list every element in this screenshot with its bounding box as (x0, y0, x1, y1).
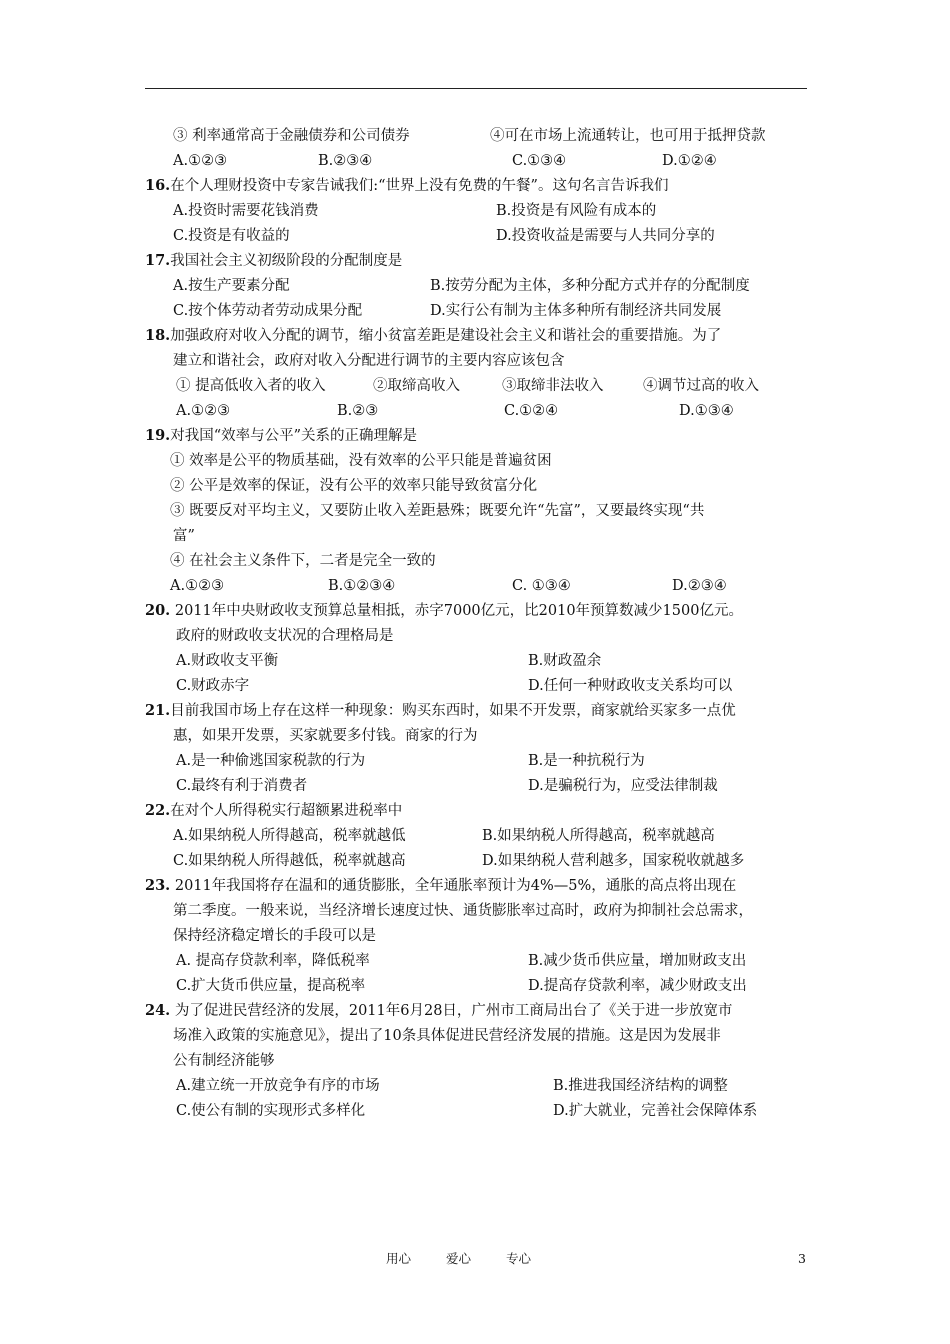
q21-stem-line2: 惠，如果开发票，买家就要多付钱。商家的行为 (173, 728, 478, 744)
q19-option-c: C. ①③④ (512, 578, 571, 594)
header-rule (145, 88, 807, 89)
q18-stem-text: 加强政府对收入分配的调节，缩小贫富差距是建设社会主义和谐社会的重要措施。为了 (170, 328, 722, 344)
q23-number: 23. (145, 877, 171, 894)
q18-option-a: A.①②③ (176, 403, 231, 419)
q24-option-b: B.推进我国经济结构的调整 (553, 1078, 728, 1094)
q20-stem-line1 (145, 601, 743, 621)
q16-option-d: D.投资收益是需要与人共同分享的 (496, 228, 715, 244)
q23-stem-line1 (145, 876, 736, 896)
q17-option-c: C.按个体劳动者劳动成果分配 (173, 303, 363, 319)
q21-number: 21. (145, 702, 171, 719)
q24-stem-line1 (145, 1001, 732, 1021)
q17-option-b: B.按劳分配为主体，多种分配方式并存的分配制度 (430, 278, 750, 294)
q24-option-d: D.扩大就业，完善社会保障体系 (553, 1103, 758, 1119)
q18-stem-line2: 建立和谐社会，政府对收入分配进行调节的主要内容应该包含 (173, 353, 565, 369)
q20-option-d: D.任何一种财政收支关系均可以 (528, 678, 733, 694)
q18-statement-1: ① 提高低收入者的收入 (176, 378, 326, 394)
q23-option-b: B.减少货币供应量，增加财政支出 (528, 953, 747, 969)
q19-stem-text: 对我国“效率与公平”关系的正确理解是 (170, 428, 418, 444)
q18-statement-2: ②取缔高收入 (373, 378, 460, 394)
q16-stem (145, 176, 668, 196)
q17-option-a: A.按生产要素分配 (173, 278, 290, 294)
q19-stem (145, 426, 417, 446)
q23-stem-line2: 第二季度。一般来说，当经济增长速度过快、通货膨胀率过高时，政府为抑制社会总需求， (173, 903, 753, 919)
q23-stem-text: 2011年我国将存在温和的通货膨胀，全年通胀率预计为4%—5%，通胀的高点将出现在 (170, 878, 737, 894)
q23-stem-line3: 保持经济稳定增长的手段可以是 (173, 928, 376, 944)
q20-stem-text: 2011年中央财政收支预算总量相抵，赤字7000亿元，比2010年预算数减少1500亿元。 (170, 603, 743, 619)
q24-option-c: C.使公有制的实现形式多样化 (176, 1103, 366, 1119)
q19-option-d: D.②③④ (672, 578, 727, 594)
q17-stem (145, 251, 402, 271)
q15-option-d: D.①②④ (662, 153, 717, 169)
q22-stem (145, 801, 402, 821)
q22-option-d: D.如果纳税人营利越多，国家税收就越多 (482, 853, 745, 869)
q22-stem-text: 在对个人所得税实行超额累进税率中 (170, 803, 403, 819)
q19-number: 19. (145, 427, 171, 444)
footer-slogan-1: 用心 (386, 1251, 412, 1266)
q19-statement-3-line2: 富” (173, 528, 195, 544)
q22-option-b: B.如果纳税人所得越高，税率就越高 (482, 828, 715, 844)
q24-stem-text: 为了促进民营经济的发展，2011年6月28日，广州市工商局出台了《关于进一步放宽市 (170, 1003, 733, 1019)
q22-number: 22. (145, 802, 171, 819)
q15-option-a: A.①②③ (173, 153, 228, 169)
q19-statement-1: ① 效率是公平的物质基础，没有效率的公平只能是普遍贫困 (170, 453, 552, 469)
q24-option-a: A.建立统一开放竞争有序的市场 (176, 1078, 380, 1094)
q16-option-a: A.投资时需要花钱消费 (173, 203, 319, 219)
q19-statement-3-line1: ③ 既要反对平均主义，又要防止收入差距悬殊；既要允许“先富”，又要最终实现“共 (170, 503, 705, 519)
q19-statement-4: ④ 在社会主义条件下，二者是完全一致的 (170, 553, 436, 569)
q17-option-d: D.实行公有制为主体多种所有制经济共同发展 (430, 303, 722, 319)
q15-statement-4: ④可在市场上流通转让，也可用于抵押贷款 (490, 128, 766, 144)
footer-slogan-2: 爱心 (446, 1251, 472, 1266)
q21-option-a: A.是一种偷逃国家税款的行为 (176, 753, 366, 769)
q21-option-c: C.最终有利于消费者 (176, 778, 308, 794)
footer-slogan-3: 专心 (506, 1251, 532, 1266)
q18-option-c: C.①②④ (504, 403, 559, 419)
q20-stem-line2: 政府的财政收支状况的合理格局是 (176, 628, 394, 644)
q21-option-d: D.是骗税行为，应受法律制裁 (528, 778, 718, 794)
q18-statement-4: ④调节过高的收入 (643, 378, 759, 394)
q17-stem-text: 我国社会主义初级阶段的分配制度是 (170, 253, 403, 269)
q23-option-d: D.提高存贷款利率，减少财政支出 (528, 978, 747, 994)
q15-option-c: C.①③④ (512, 153, 567, 169)
q16-option-b: B.投资是有风险有成本的 (496, 203, 657, 219)
q23-option-c: C.扩大货币供应量，提高税率 (176, 978, 366, 994)
q20-option-b: B.财政盈余 (528, 653, 602, 669)
q15-option-b: B.②③④ (318, 153, 373, 169)
q23-option-a: A. 提高存贷款利率，降低税率 (176, 953, 370, 969)
page-number: 3 (798, 1251, 806, 1266)
q22-option-a: A.如果纳税人所得越高，税率就越低 (173, 828, 406, 844)
q18-option-b: B.②③ (337, 403, 379, 419)
q24-stem-line2: 场准入政策的实施意见》，提出了10条具体促进民营经济发展的措施。这是因为发展非 (173, 1028, 721, 1044)
q20-option-c: C.财政赤字 (176, 678, 250, 694)
q21-stem-text: 目前我国市场上存在这样一种现象：购买东西时，如果不开发票，商家就给买家多一点优 (170, 703, 736, 719)
q17-number: 17. (145, 252, 171, 269)
q19-statement-2: ② 公平是效率的保证，没有公平的效率只能导致贫富分化 (170, 478, 538, 494)
q16-stem-text: 在个人理财投资中专家告诫我们:“世界上没有免费的午餐”。这句名言告诉我们 (170, 178, 669, 194)
q18-stem-line1 (145, 326, 721, 346)
q18-statement-3: ③取缔非法收入 (502, 378, 604, 394)
q18-option-d: D.①③④ (679, 403, 734, 419)
q20-number: 20. (145, 602, 171, 619)
q19-option-b: B.①②③④ (328, 578, 396, 594)
q24-stem-line3: 公有制经济能够 (173, 1053, 275, 1069)
q21-stem-line1 (145, 701, 736, 721)
q18-number: 18. (145, 327, 171, 344)
q15-statement-3: ③ 利率通常高于金融债券和公司债券 (173, 128, 410, 144)
q20-option-a: A.财政收支平衡 (176, 653, 279, 669)
q22-option-c: C.如果纳税人所得越低，税率就越高 (173, 853, 406, 869)
q24-number: 24. (145, 1002, 171, 1019)
q19-option-a: A.①②③ (170, 578, 225, 594)
q16-option-c: C.投资是有收益的 (173, 228, 290, 244)
q21-option-b: B.是一种抗税行为 (528, 753, 645, 769)
q16-number: 16. (145, 177, 171, 194)
